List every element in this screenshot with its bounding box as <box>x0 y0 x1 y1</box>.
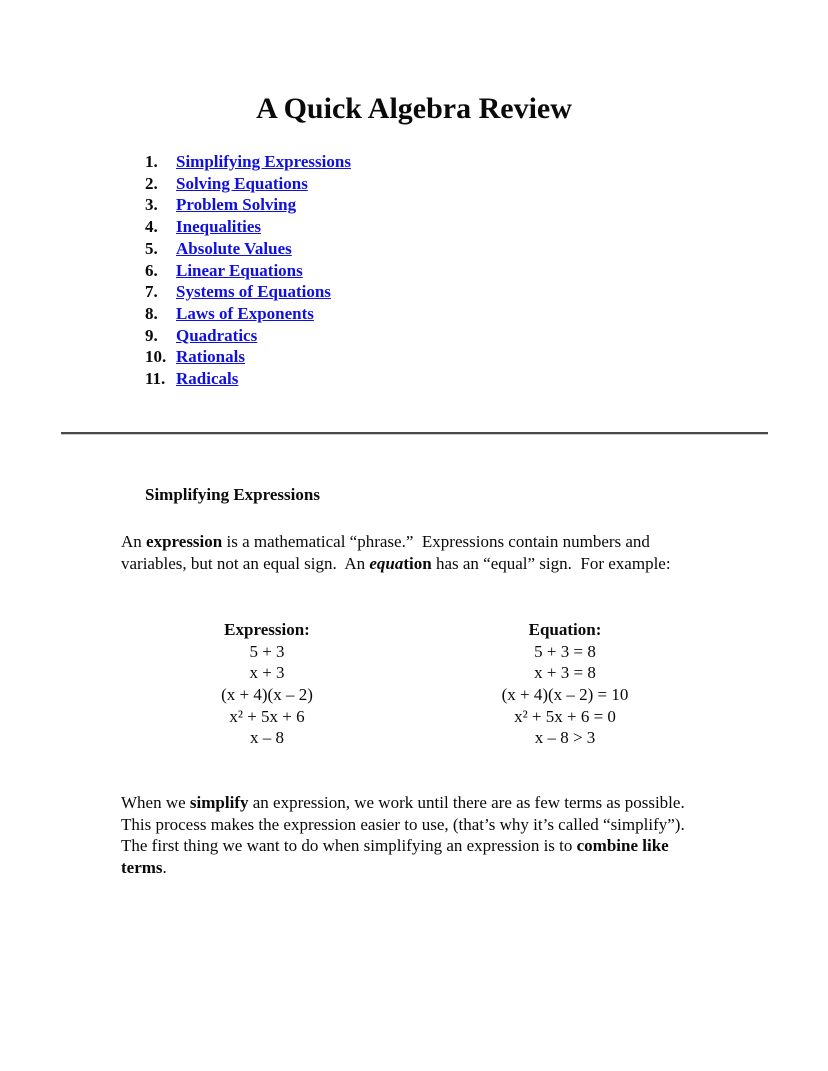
equation-rows <box>415 641 715 749</box>
toc-item <box>145 151 351 173</box>
text-run: an expression, we work until there are as few terms as possible. This process makes the expression easier to use, (that’s why it’s called “simplify”). The first thing we want to do when simplifying an expression is to <box>121 793 693 855</box>
toc-item <box>145 238 351 260</box>
toc-item <box>145 194 351 216</box>
toc-link-problem-solving[interactable]: Problem Solving <box>176 195 297 215</box>
toc-link-systems-of-equations[interactable]: Systems of Equations <box>176 282 331 302</box>
toc-item <box>145 368 351 390</box>
intro-paragraph <box>121 531 711 574</box>
toc-item <box>145 303 351 325</box>
closing-paragraph <box>121 792 711 878</box>
toc-link-rationals[interactable]: Rationals <box>176 347 245 367</box>
example-row: (x + 4)(x – 2) = 10 <box>501 684 629 704</box>
toc-number: 6. <box>145 260 158 280</box>
horizontal-rule <box>61 432 768 435</box>
toc-number: 9. <box>145 325 158 345</box>
table-of-contents <box>145 151 351 390</box>
toc-link-simplifying-expressions[interactable]: Simplifying Expressions <box>176 152 351 171</box>
section-heading: Simplifying Expressions <box>145 485 320 504</box>
toc-item <box>145 260 351 282</box>
example-row: x² + 5x + 6 <box>229 706 305 726</box>
example-row: 5 + 3 = 8 <box>534 641 596 661</box>
example-row: 5 + 3 <box>249 641 285 661</box>
toc-number: 11. <box>145 369 166 389</box>
text-run: An <box>121 532 147 551</box>
text-run: expression <box>146 532 223 551</box>
toc-item <box>145 281 351 303</box>
toc-link-quadratics[interactable]: Quadratics <box>176 325 258 345</box>
toc-item <box>145 325 351 347</box>
toc-number: 1. <box>145 152 158 171</box>
text-run: . <box>162 857 167 877</box>
text-run: combine like terms <box>121 836 673 877</box>
text-run: has an “equal” sign. For example: <box>431 553 671 573</box>
example-row: (x + 4)(x – 2) <box>221 684 313 704</box>
text-run: equa <box>369 553 404 573</box>
toc-link-absolute-values[interactable]: Absolute Values <box>176 238 292 258</box>
toc-link-linear-equations[interactable]: Linear Equations <box>176 260 303 280</box>
page-title: A Quick Algebra Review <box>256 92 572 125</box>
toc-number: 8. <box>145 303 158 323</box>
toc-number: 7. <box>145 282 158 302</box>
toc-item <box>145 173 351 195</box>
expression-rows <box>117 641 417 749</box>
toc-number: 10. <box>145 347 167 367</box>
toc-number: 5. <box>145 238 158 258</box>
text-run: is a mathematical “phrase.” Expressions contain numbers and variables, but not an equal sign. An <box>121 532 655 573</box>
toc-number: 4. <box>145 217 158 237</box>
toc-number: 3. <box>145 195 158 215</box>
toc-item <box>145 346 351 368</box>
example-row: x + 3 <box>249 663 285 683</box>
text-run: When we <box>121 793 190 812</box>
text-run: simplify <box>189 793 249 812</box>
examples-table <box>0 619 828 754</box>
toc-link-solving-equations[interactable]: Solving Equations <box>176 173 308 193</box>
toc-link-inequalities[interactable]: Inequalities <box>176 217 262 237</box>
equation-column-header: Equation: <box>528 620 602 639</box>
example-row: x + 3 = 8 <box>534 663 596 683</box>
toc-link-radicals[interactable]: Radicals <box>176 369 239 389</box>
example-row: x² + 5x + 6 = 0 <box>514 706 616 726</box>
toc-link-laws-of-exponents[interactable]: Laws of Exponents <box>176 303 314 323</box>
expression-column <box>117 619 417 749</box>
text-run: tion <box>403 553 432 573</box>
example-row: x – 8 > 3 <box>534 728 596 748</box>
toc-number: 2. <box>145 173 158 193</box>
example-row: x – 8 <box>250 728 284 748</box>
toc-item <box>145 216 351 238</box>
expression-column-header: Expression: <box>224 620 310 639</box>
equation-column <box>415 619 715 749</box>
